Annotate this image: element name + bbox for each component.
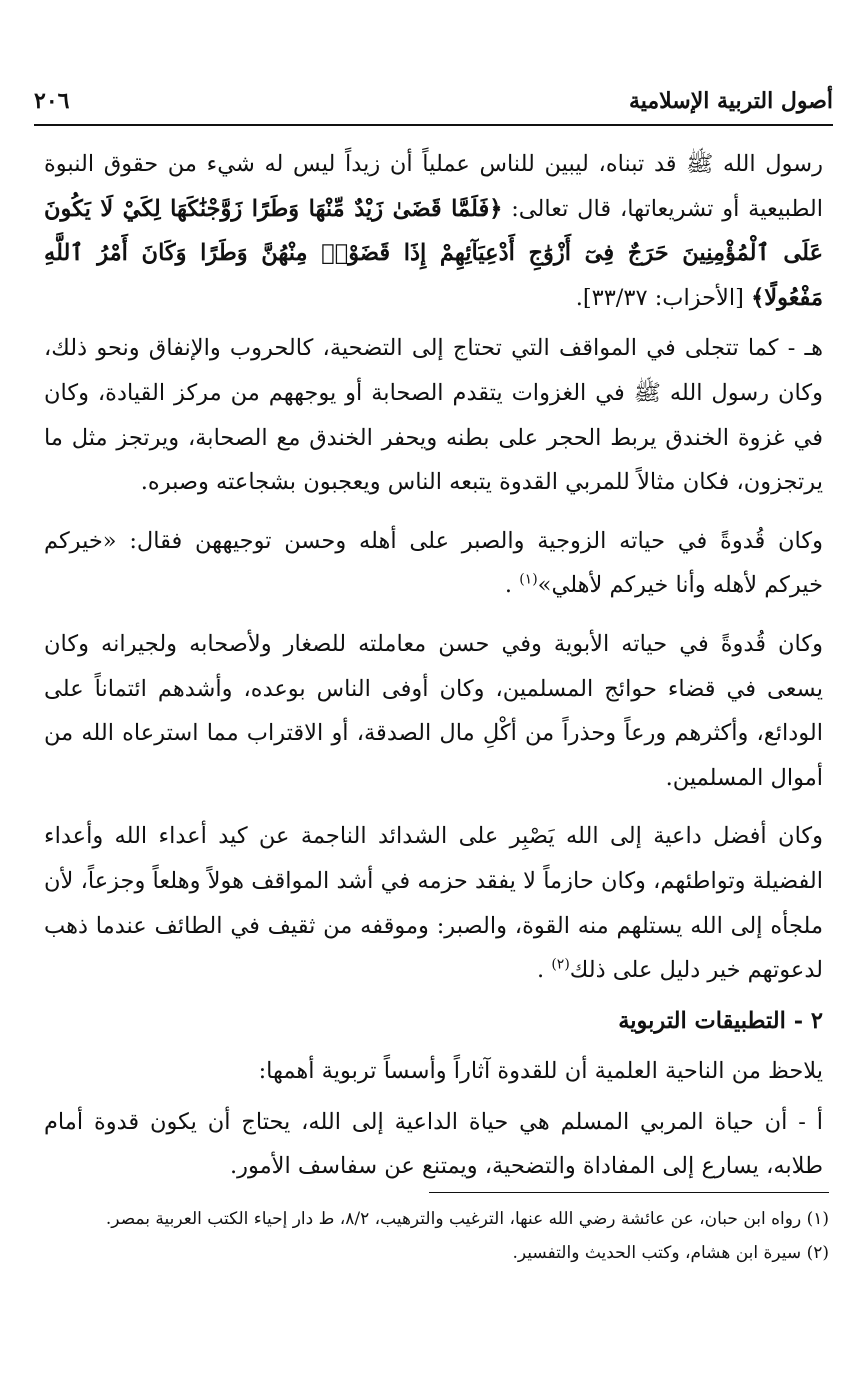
quran-reference: [الأحزاب: ٣٣/٣٧]. xyxy=(575,284,744,311)
footnote-marker: (٢) xyxy=(551,956,570,973)
paragraph-end: . xyxy=(504,572,520,599)
footnote-marker: (١) xyxy=(519,571,538,588)
paragraph xyxy=(44,814,823,992)
paragraph: وكان قُدوةً في حياته الأبوية وفي حسن معاملته للصغار ولأصحابه ولجيرانه وكان يسعى في قضاء حوائج المسلمين، وكان أوفى الناس بوعده، وأشدهم ائتماناً على الودائع، وأكثرهم ورعاً وحذراً من أكْلِ مال الصدقة، أو الاقتراب مما استرعاه الله من أموال المسلمين. xyxy=(44,630,823,791)
paragraph: يلاحظ من الناحية العلمية أن للقدوة آثاراً وأسساً تربوية أهمها: xyxy=(258,1058,823,1085)
running-header xyxy=(34,84,833,118)
footnotes xyxy=(40,1202,829,1270)
paragraph-text: وكان قُدوةً في حياته الزوجية والصبر على أهله وحسن توجيههن فقال: «خيركم خيركم لأهله وأنا خيركم لأهلي» xyxy=(44,527,823,599)
paragraph xyxy=(44,142,823,320)
footnote-rule xyxy=(429,1192,829,1193)
page-number: ٢٠٦ xyxy=(34,88,70,114)
paragraph-text: وكان أفضل داعية إلى الله يَصْبِر على الشدائد الناجمة عن كيد أعداء الله وأعداء الفضيلة وتواطئهم، وكان حازماً لا يفقد حزمه في أشد المواقف هولاً وهلعاً وجزعاً، لأن ملجأه إلى الله يستلهم منه القوة، والصبر: وموقفه من ثقيف في الطائف عندما ذهب لدعوتهم خير دليل على ذلك xyxy=(44,823,823,984)
footnote-1: (١) رواه ابن حبان، عن عائشة رضي الله عنها، الترغيب والترهيب، ٨/٢، ط دار إحياء الكتب العربية بمصر. xyxy=(105,1209,829,1229)
book-title: أصول التربية الإسلامية xyxy=(628,88,833,114)
quran-quote: ﴿فَلَمَّا قَضَىٰ زَيْدٌ مِّنْهَا وَطَرًا زَوَّجْنَٰكَهَا لِكَيْ لَا يَكُونَ عَلَى ٱلْمُؤْمِنِينَ حَرَجٌ فِىٓ أَزْوَٰجِ أَدْعِيَآئِهِمْ إِذَا قَضَوْا۟ مِنْهُنَّ وَطَرًا وَكَانَ أَمْرُ ٱللَّهِ مَفْعُولًا﴾ xyxy=(44,195,823,311)
footnote-2: (٢) سيرة ابن هشام، وكتب الحديث والتفسير. xyxy=(512,1243,829,1263)
paragraph-text: رسول الله ﷺ قد تبناه، ليبين للناس عملياً أن زيداً ليس له شيء من حقوق النبوة الطبيعية أو تشريعاتها، قال تعالى: xyxy=(44,151,824,222)
paragraph-end: . xyxy=(537,957,552,984)
paragraph: هـ - كما تتجلى في المواقف التي تحتاج إلى التضحية، كالحروب والإنفاق ونحو ذلك، وكان رسول الله ﷺ في الغزوات يتقدم الصحابة أو يوجههم من مركز القيادة، وكان في غزوة الخندق يربط الحجر على بطنه ويحفر الخندق مع الصحابة، ويرتجز مثل ما يرتجزون، فكان مثالاً للمربي القدوة يتبعه الناس ويعجبون بشجاعته وصبره. xyxy=(44,335,823,496)
paragraph: أ - أن حياة المربي المسلم هي حياة الداعية إلى الله، يحتاج أن يكون قدوة أمام طلابه، يسارع إلى المفاداة والتضحية، ويمتنع عن سفاسف الأمور. xyxy=(44,1108,823,1180)
main-text xyxy=(44,142,823,1203)
header-rule xyxy=(34,124,833,126)
section-heading: ٢ - التطبيقات التربوية xyxy=(618,1007,823,1034)
paragraph xyxy=(44,519,823,608)
